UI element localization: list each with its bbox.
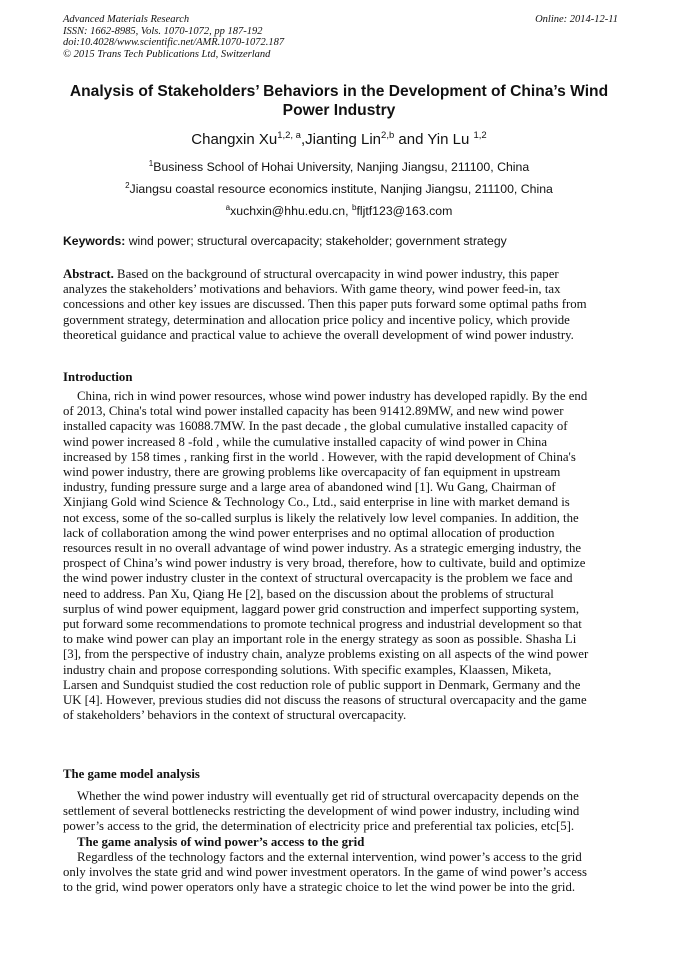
paragraph-line: Whether the wind power industry will eventually get rid of structural overcapacity depends on the: [77, 789, 579, 803]
email-mark: b: [351, 203, 357, 212]
keywords: [63, 234, 618, 249]
paragraph-line: power’s access to the grid, the determination of electricity price and preferential tax policies, etc[5].: [63, 819, 575, 834]
paragraph-line: industry, funding pressure surge and a large area of abandoned wind [1]. Wu Gang, Chairman of: [63, 480, 556, 495]
email-text: xuchxin@hhu.edu.cn,: [230, 204, 352, 219]
keywords-text: wind power; structural overcapacity; stakeholder; government strategy: [125, 234, 507, 248]
abstract-text: Based on the background of structural overcapacity in wind power industry, this paper: [113, 267, 559, 281]
journal-copyright: © 2015 Trans Tech Publications Ltd, Switzerland: [63, 48, 271, 60]
paragraph-line: of stakeholders’ behaviors in the context of structural overcapacity.: [63, 708, 407, 723]
author-name: ,Jianting Lin: [300, 131, 382, 148]
subsection-heading: The game analysis of wind power’s access to the grid: [77, 834, 365, 849]
email-mark: a: [225, 203, 231, 212]
section-heading-game-model: The game model analysis: [63, 767, 200, 781]
paragraph-line: increased by 158 times , ranking first in the world . However, with the rapid development of China's: [63, 449, 576, 464]
paragraph-line: only involves the state grid and wind power investment operators. In the game of wind power’s access: [63, 865, 587, 880]
abstract-line: concessions and other key issues are discussed. Then this paper puts forward some optimal paths from: [63, 297, 587, 312]
paragraph-line: to the grid, wind power operators only have a strategic choice to let the wind power be into the grid.: [63, 880, 576, 895]
paragraph-line: lack of collaboration among the wind power enterprises and no optimal allocation of production: [63, 525, 555, 540]
abstract-line: government strategy, determination and allocation price policy and incentive policy, which provide: [63, 312, 570, 327]
game-model-paragraph: [63, 789, 614, 895]
author-list: [0, 127, 678, 149]
paragraph-line: of 2013, China's total wind power installed capacity has been 91412.89MW, and new wind power: [63, 404, 564, 419]
keywords-label: Keywords:: [63, 234, 126, 248]
section-heading-introduction: Introduction: [63, 370, 133, 384]
paragraph-line: resources result in no overall advantage of wind power industry. As a strategic emerging industry, the: [63, 541, 582, 556]
online-date: Online: 2014-12-11: [535, 14, 618, 25]
abstract-label: Abstract.: [63, 267, 114, 281]
journal-issn: ISSN: 1662-8985, Vols. 1070-1072, pp 187-192: [63, 25, 263, 37]
abstract-line: theoretical guidance and practical value to achieve the overall development of wind power industry.: [63, 327, 574, 342]
paragraph-line: not excess, some of the so-called surplus is likely the relatively low level companies. In addition, the: [63, 510, 579, 525]
paragraph-line: settlement of several bottlenecks restricting the development of wind power industry, including wind: [63, 804, 580, 819]
journal-header: [63, 14, 618, 60]
author-affiliation-mark: 1,2: [473, 130, 487, 141]
abstract: [63, 267, 614, 343]
abstract-line: [63, 267, 614, 282]
author-name: Changxin Xu: [191, 131, 278, 148]
affiliation-text: Jiangsu coastal resource economics institute, Nanjing Jiangsu, 211100, China: [129, 182, 553, 197]
paragraph-line: industry chain and propose corresponding solutions. With specific examples, Klaassen, Miketa,: [63, 662, 552, 677]
author-affiliation-mark: 1,2, a: [277, 130, 301, 141]
affiliation-mark: 1: [148, 159, 154, 168]
paragraph-line: Larsen and Sundquist studied the cost reduction role of public support in Denmark, Germany and the: [63, 677, 581, 692]
paragraph-line: put forward some recommendations to promote technical progress and industrial development so that: [63, 617, 582, 632]
author-emails: [0, 200, 678, 219]
paragraph-line: surplus of wind power equipment, laggard power grid construction and imperfect supporting system,: [63, 601, 580, 616]
paragraph-line: prospect of China’s wind power industry is very broad, therefore, how to cultivate, build and optimize: [63, 556, 586, 571]
paragraph-line: wind power industry, there are growing problems like overcapacity of fan equipment in upstream: [63, 465, 561, 480]
paper-title: [56, 82, 622, 120]
title-line: Power Industry: [282, 102, 396, 119]
author-affiliation-mark: 2,b: [381, 130, 395, 141]
affiliation-text: Business School of Hohai University, Nanjing Jiangsu, 211100, China: [153, 160, 530, 175]
affiliation-2: [0, 178, 678, 197]
paragraph-line: the wind power industry cluster in the context of structural overcapacity is the problem we face and: [63, 571, 573, 586]
paragraph-line: wind power increased 8 -fold , while the cumulative installed capacity of wind power in China: [63, 434, 548, 449]
abstract-line: analyzes the stakeholders’ motivations and behaviors. With game theory, wind power feed-in, tax: [63, 282, 561, 297]
paragraph-line: need to address. Pan Xu, Qiang He [2], based on the discussion about the problems of structural: [63, 586, 554, 601]
journal-doi: doi:10.4028/www.scientific.net/AMR.1070-1072.187: [63, 37, 285, 49]
paragraph-line: installed capacity was 16088.7MW. In the past decade , the global cumulative installed capacity of: [63, 419, 568, 434]
paragraph-line: China, rich in wind power resources, whose wind power industry has developed rapidly. By the end: [77, 389, 588, 403]
paragraph-line: Xinjiang Gold wind Science & Technology Co., Ltd., said enterprise in line with market demand is: [63, 495, 570, 510]
author-name: and Yin Lu: [394, 131, 474, 148]
paragraph-line: to make wind power can play an important role in the energy strategy as soon as possible. Shasha Li: [63, 632, 577, 647]
email-text: fljtf123@163.com: [356, 204, 453, 219]
affiliation-1: [0, 156, 678, 175]
affiliation-mark: 2: [125, 181, 130, 190]
paragraph-line: Regardless of the technology factors and the external intervention, wind power’s access to the grid: [77, 849, 582, 864]
paragraph-line: [3], from the perspective of industry chain, analyze problems existing on all aspects of the wind power: [63, 647, 589, 662]
paragraph-line: UK [4]. However, previous studies did not discuss the reasons of structural overcapacity and the game: [63, 693, 587, 708]
title-line: Analysis of Stakeholders’ Behaviors in the Development of China’s Wind: [69, 83, 609, 100]
journal-name: Advanced Materials Research: [63, 14, 190, 25]
introduction-paragraph: [63, 389, 614, 723]
